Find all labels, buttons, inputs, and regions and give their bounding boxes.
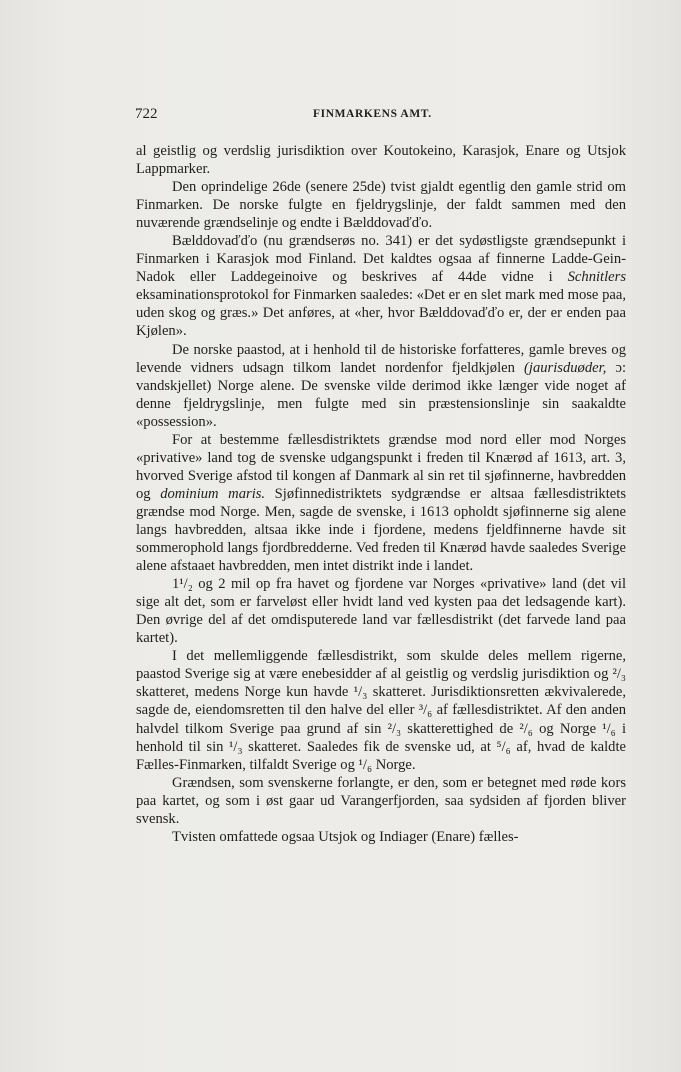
paragraph-3-italic: Schnitlers [567, 269, 626, 286]
paragraph-8: Grændsen, som svenskerne forlangte, er den, som er betegnet med røde kors paa kartet, og som i øst gaar ud Varangerfjorden, saa sydsiden af fjorden bliver svensk. [136, 774, 626, 827]
paragraph-3 [136, 232, 626, 340]
paragraph-5-text-c: Sjøfinnedistriktets sydgrændse er altsaa fællesdistriktets grændse mod Norge. Men, sagde de svenske, i 1613 opholdt sjøfinnerne sig alene langs havbredden, altsaa ikke inde i fjordene, medens fjeldfinnerne havde sit sommerophold langs fjordbredderne. Ved freden til Knærød havde saaledes Sverige alene afstaaet havbredden, men intet distrikt inde i landet. [136, 485, 626, 575]
body-text [136, 142, 626, 846]
paragraph-4-italic: (jaurisduøder, [524, 359, 607, 376]
page-header [135, 106, 627, 126]
paragraph-4-text-c: ɔ: vandskjellet) Norge alene. De svenske vilde derimod ikke længer vide noget af denne fjeldrygslinje, men fulgte med sin præstensionslinje sin saakaldte «possession». [136, 359, 626, 430]
paragraph-2: Den oprindelige 26de (senere 25de) tvist gjaldt egentlig den gamle strid om Finmarken. De norske fulgte en fjeldrygslinje, der faldt sammen med den nuværende grændselinje og endte i Bælddovaďďo. [136, 179, 626, 232]
paragraph-5 [136, 431, 626, 575]
paragraph-4-text-a: De norske paastod, at i henhold til de historiske forfatteres, gamle breves og levende vidners udsagn tilkom landet nordenfor fjeldkjølen [136, 341, 626, 376]
paragraph-4 [136, 341, 626, 431]
paragraph-3-text-c: eksaminationsprotokol for Finmarken saaledes: «Det er en slet mark med mose paa, uden skog og græs.» Det anføres, at «her, hvor Bælddovaďďo er, der er enden paa Kjølen». [136, 287, 626, 340]
paragraph-5-text-a: For at bestemme fællesdistriktets grændse mod nord eller mod Norges «privative» land tog de svenske udgangspunkt i freden til Knærød af 1613, art. 3, hvorved Sverige afstod til kongen af Danmark al sin ret til sjøfinnerne, havbredden og [136, 431, 626, 502]
paragraph-5-italic: dominium maris. [160, 485, 266, 502]
running-title: FINMARKENS AMT. [313, 108, 432, 120]
paragraph-6: 1¹/₂ og 2 mil op fra havet og fjordene var Norges «privative» land (det vil sige alt det, som er farveløst eller hvidt land ved kysten paa det ledsagende kart). Den øvrige del af det omdisputerede land var fællesdistrikt (det farvede land paa kartet). [136, 576, 626, 647]
paragraph-9: Tvisten omfattede ogsaa Utsjok og Indiager (Enare) fælles- [172, 828, 519, 845]
paragraph-7: I det mellemliggende fællesdistrikt, som skulde deles mellem rigerne, paastod Sverige sig at være enebesidder af al geistlig og verdslig jurisdiktion og ²/₃ skatteret, medens Norge kun havde ¹/₃ skatteret. Jurisdiktionsretten ækvivalerede, sagde de, eiendomsretten til den halve del eller ³/₆ af fællesdistriktet. Af den anden halvdel tilkom Sverige paa grund af sin ²/₃ skatterettighed de ²/₆ og Norge ¹/₆ i henhold til sin ¹/₃ skatteret. Saaledes fik de svenske ud, at ⁵/₆ af, hvad de kaldte Fælles-Finmarken, tilfaldt Sverige og ¹/₆ Norge. [136, 648, 626, 773]
page-number: 722 [135, 106, 158, 122]
paragraph-1: al geistlig og verdslig jurisdiktion over Koutokeino, Karasjok, Enare og Utsjok Lappmarker. [136, 143, 626, 178]
paragraph-3-text-a: Bælddovaďďo (nu grændserøs no. 341) er det sydøstligste grændsepunkt i Finmarken i Karasjok mod Finland. Det kaldtes ogsaa af finnerne Ladde-Gein-Nadok eller Laddegeinoive og beskrives af 44de vidne i [136, 233, 626, 286]
